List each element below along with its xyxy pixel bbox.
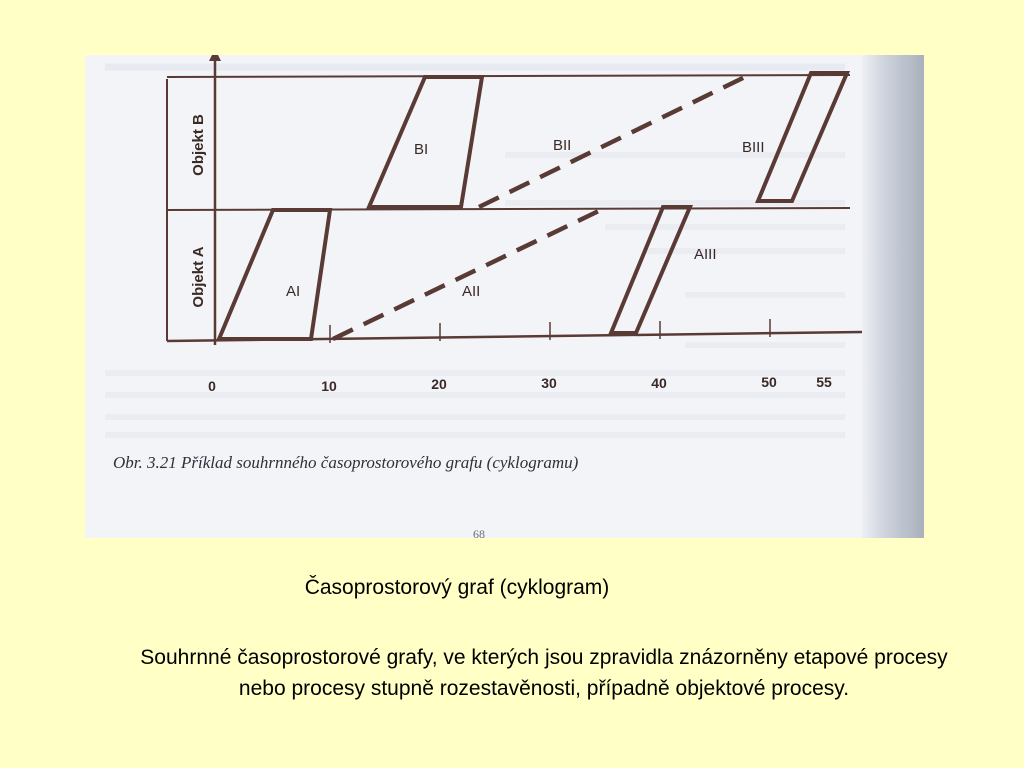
process-label-biii: BIII	[742, 139, 765, 156]
process-biii-shape	[758, 73, 847, 201]
process-label-bii: BII	[553, 137, 572, 154]
process-aii-dashed-line	[333, 207, 607, 339]
process-label-aii: AII	[462, 283, 481, 300]
x-tick-label-50: 50	[761, 374, 777, 390]
slide-title: Časoprostorový graf (cyklogram)	[304, 576, 610, 599]
scan-page-edge-shadow	[862, 55, 924, 538]
row-label-objekt-a: Objekt A	[190, 246, 207, 308]
process-label-ai: AI	[286, 283, 301, 300]
y-axis-arrow	[209, 55, 221, 61]
top-boundary-line	[167, 75, 850, 77]
x-tick-label-30: 30	[541, 375, 557, 391]
process-label-bi: BI	[414, 141, 429, 158]
x-tick-label-40: 40	[651, 375, 667, 391]
process-label-aiii: AIII	[694, 246, 717, 263]
row-label-objekt-b: Objekt B	[190, 114, 207, 176]
cyclogram-diagram	[85, 55, 924, 538]
scanned-figure	[85, 55, 924, 538]
x-tick-label-0: 0	[208, 378, 216, 394]
x-tick-label-20: 20	[431, 376, 447, 392]
process-ai-shape	[219, 210, 330, 339]
row-divider-line	[167, 208, 850, 210]
figure-caption: Obr. 3.21 Příklad souhrnného časoprostorového grafu (cyklogramu)	[113, 453, 579, 472]
x-tick-label-10: 10	[321, 378, 337, 394]
x-tick-label-55: 55	[816, 374, 832, 390]
process-bii-dashed-line	[479, 73, 753, 207]
slide-body-text: Souhrnné časoprostorové grafy, ve kterých jsou zpravidla znázorněny etapové procesy nebo procesy stupně rozestavěnosti, případně objektové procesy.	[140, 646, 948, 700]
page-number: 68	[473, 527, 485, 538]
